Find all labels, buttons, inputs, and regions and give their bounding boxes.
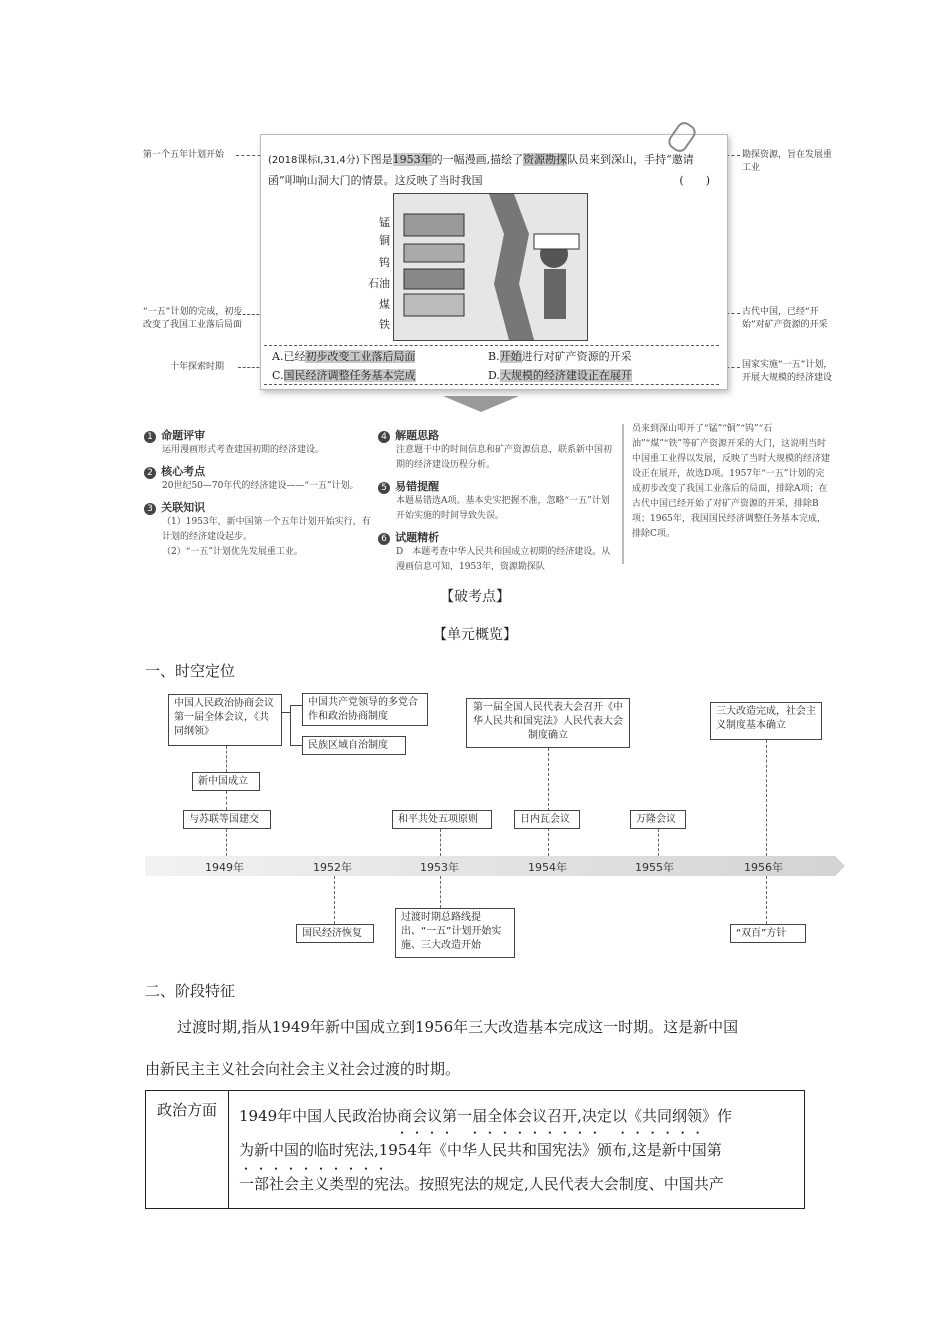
option-divider xyxy=(264,384,719,385)
section-body: （2）“一五”计划优先发展重工业。 xyxy=(162,547,303,557)
annotation-right-3: 国家实施“一五”计划，开展大规模的经济建设 xyxy=(742,360,833,383)
question-text-a: 下图是 xyxy=(359,153,393,166)
annotation-left-2: “一五”计划的完成，初步改变了我国工业落后局面 xyxy=(143,307,243,330)
event-geneva: 日内瓦会议 xyxy=(514,810,580,829)
table-line: 为新中国的临时宪法,1954年《中华人民共和国宪法》颁布,这是新中国第 xyxy=(239,1141,722,1159)
connector xyxy=(226,746,227,772)
timeline-bar xyxy=(145,856,835,876)
question-survey: 资源勘探 xyxy=(523,153,568,166)
timeline-year: 1952年 xyxy=(313,861,352,874)
section-title: 易错提醒 xyxy=(395,480,440,493)
answer-blank: ( ) xyxy=(679,174,710,187)
connector xyxy=(290,705,291,745)
table-line: 1949年中国人民政治协商会议第一届全体会议召开,决定以《共同纲领》作 xyxy=(239,1107,732,1125)
option-a-prefix: A.已经 xyxy=(272,350,306,363)
timeline-arrow-icon xyxy=(835,856,845,876)
option-d-text: 大规模的经济建设正在展开 xyxy=(499,369,632,382)
event-three-transformations: 三大改造完成，社会主义制度基本确立 xyxy=(710,702,822,740)
timeline-year: 1955年 xyxy=(635,861,674,874)
event-cppcc: 中国人民政治协商会议第一届全体会议，《共同纲领》 xyxy=(168,694,282,746)
body-paragraph-line1: 过渡时期,指从1949年新中国成立到1956年三大改造基本完成这一时期。这是新中国 xyxy=(177,1018,739,1036)
connector xyxy=(290,705,302,706)
number-4-icon: 4 xyxy=(378,431,390,443)
annotation-right-2: 古代中国，已经“开始”对矿产资源的开采 xyxy=(742,307,828,330)
table-line: 一部社会主义类型的宪法。按照宪法的规定,人民代表大会制度、中国共产 xyxy=(239,1175,724,1193)
comic-illustration xyxy=(393,193,588,341)
event-new-china: 新中国成立 xyxy=(192,772,260,791)
question-source: (2018课标Ⅰ,31,4分) xyxy=(268,155,360,166)
comic-label: 煤 xyxy=(379,298,390,311)
comic-label: 石油 xyxy=(368,277,390,290)
section-body: 运用漫画形式考查建国初期的经济建设。 xyxy=(162,445,325,455)
unit-overview-title: 【单元概览】 xyxy=(433,627,517,643)
option-divider xyxy=(264,345,719,346)
section-title-pokaodian: 【破考点】 xyxy=(440,589,510,605)
connector xyxy=(282,712,290,713)
event-shuangbai: “双百”方针 xyxy=(730,924,806,943)
timeline-year: 1953年 xyxy=(420,861,459,874)
option-a[interactable] xyxy=(272,348,415,364)
section-title: 关联知识 xyxy=(161,501,206,514)
option-c-prefix: C. xyxy=(272,369,284,382)
event-soviet-relations: 与苏联等国建交 xyxy=(183,810,271,829)
table-row xyxy=(146,1091,805,1209)
number-6-icon: 6 xyxy=(378,533,390,545)
section-title: 试题精析 xyxy=(395,531,440,544)
question-text xyxy=(268,150,718,191)
option-b[interactable] xyxy=(488,348,632,364)
connector xyxy=(290,745,302,746)
section-title: 解题思路 xyxy=(395,429,440,442)
down-arrow-icon xyxy=(443,396,519,412)
option-a-text: 初步改变工业落后局面 xyxy=(305,350,416,363)
emphasis-dots: ････ ･････････ ･･････ xyxy=(399,1126,710,1140)
connector xyxy=(766,876,767,924)
comic-label: 钨 xyxy=(379,256,390,269)
connector xyxy=(440,876,441,908)
question-text-c: 队员来到深山，手持“邀请函”叩响山洞大门的情景。这反映了当时我国 xyxy=(268,153,694,187)
stage-table xyxy=(145,1090,805,1209)
connector xyxy=(766,740,767,856)
analysis-col-2 xyxy=(378,424,614,575)
connector xyxy=(658,829,659,856)
section-title: 命题评审 xyxy=(161,429,206,442)
event-bandung: 万隆会议 xyxy=(630,810,686,829)
annotation-right-1: 勘探资源，旨在发展重工业 xyxy=(742,150,833,173)
connector xyxy=(334,876,335,924)
event-five-principles: 和平共处五项原则 xyxy=(392,810,492,829)
comic-label: 铁 xyxy=(379,318,390,331)
comic-drawing xyxy=(394,194,587,340)
timeline-year: 1949年 xyxy=(205,861,244,874)
body-paragraph-line2: 由新民主主义社会向社会主义社会过渡的时期。 xyxy=(145,1060,461,1078)
number-3-icon: 3 xyxy=(144,503,156,515)
question-text-b: 的一幅漫画,描绘了 xyxy=(431,153,524,166)
event-economic-recovery: 国民经济恢复 xyxy=(296,924,374,943)
section-body: 20世纪50—70年代的经济建设——“一五”计划。 xyxy=(162,481,359,491)
table-cell xyxy=(229,1091,805,1209)
emphasis-dots: ･･････････ xyxy=(243,1162,394,1176)
event-npc: 第一届全国人民代表大会召开《中华人民共和国宪法》人民代表大会制度确立 xyxy=(466,698,630,748)
comic-label: 锰 xyxy=(379,216,390,229)
connector xyxy=(440,829,441,856)
event-multiparty: 中国共产党领导的多党合作和政治协商制度 xyxy=(302,693,428,726)
number-1-icon: 1 xyxy=(144,431,156,443)
event-transition: 过渡时期总路线提出、“一五”计划开始实施、三大改造开始 xyxy=(395,908,515,958)
analysis-col-1 xyxy=(144,424,379,560)
option-c-text: 国民经济调整任务基本完成 xyxy=(283,369,416,382)
connector xyxy=(226,829,227,856)
connector xyxy=(548,748,549,856)
section-body: D 本题考查中华人民共和国成立初期的经济建设。从漫画信息可知，1953年，资源勘探队 xyxy=(396,547,611,572)
option-d[interactable] xyxy=(488,367,632,383)
annotation-left-1: 第一个五年计划开始 xyxy=(143,150,225,160)
option-d-prefix: D. xyxy=(488,369,500,382)
timeline-year: 1956年 xyxy=(744,861,783,874)
part2-heading: 二、阶段特征 xyxy=(145,982,236,1000)
section-body: （1）1953年，新中国第一个五年计划开始实行，有计划的经济建设起步。 xyxy=(162,517,371,542)
question-year: 1953年 xyxy=(392,153,432,166)
table-row-label: 政治方面 xyxy=(146,1091,229,1209)
option-b-text: 进行对矿产资源的开采 xyxy=(521,350,632,363)
section-title: 核心考点 xyxy=(161,465,206,478)
number-5-icon: 5 xyxy=(378,482,390,494)
timeline-year: 1954年 xyxy=(528,861,567,874)
column-divider xyxy=(622,424,624,564)
number-2-icon: 2 xyxy=(144,467,156,479)
part1-heading: 一、时空定位 xyxy=(145,662,236,680)
option-c[interactable] xyxy=(272,367,416,383)
section-body: 注意题干中的时间信息和矿产资源信息，联系新中国初期的经济建设历程分析。 xyxy=(396,445,613,470)
option-b-highlight: 开始 xyxy=(499,350,522,363)
connector xyxy=(226,791,227,810)
section-body-continued: 员来到深山叩开了“锰”“铜”“钨”“石油”“煤”“铁”等矿产资源开采的大门，这说明当时中国重工业得以发展，反映了当时大规模的经济建设正在展开，故选D项。1957年“一五”计划的完成初步改变了我国工业落后的局面，排除A项；在古代中国已经开始了对矿产资源的开采，排除B项；1965年，我国国民经济调整任务基本完成，排除C项。 xyxy=(632,424,831,539)
option-b-prefix: B. xyxy=(488,350,500,363)
comic-label: 铜 xyxy=(379,234,390,247)
event-regional-autonomy: 民族区域自治制度 xyxy=(302,736,406,755)
section-body: 本题易错选A项。基本史实把握不准，忽略“一五”计划开始实施的时间导致失误。 xyxy=(396,496,610,521)
annotation-left-3: 十年探索时期 xyxy=(170,362,225,372)
